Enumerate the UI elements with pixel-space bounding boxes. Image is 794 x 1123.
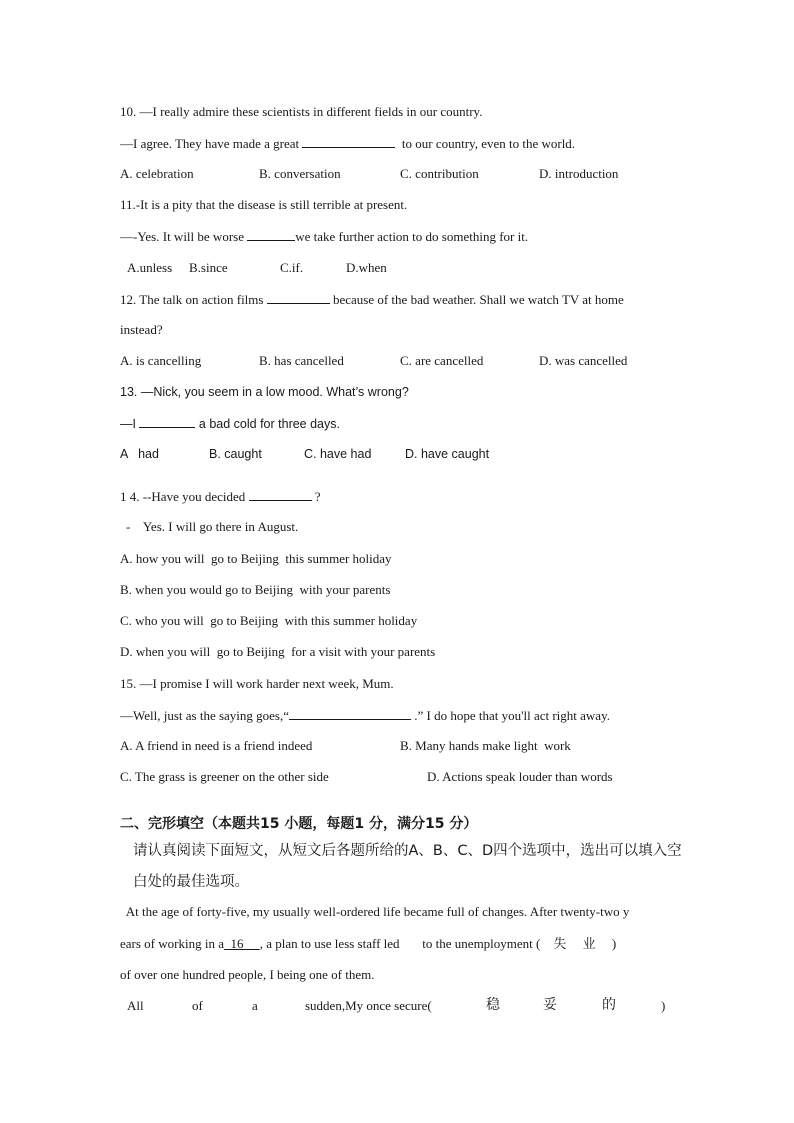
passage-line-2-part-b: , a plan to use less staff led to the unemployment ( 失 业 ): [259, 936, 617, 951]
q14-stem-part-a: 1 4. --Have you decided: [120, 489, 249, 504]
q12-blank[interactable]: [267, 290, 330, 304]
section-instruction-line-2: 白处的最佳选项。: [133, 874, 249, 890]
q11-blank[interactable]: [247, 227, 295, 241]
q12-stem-part-a: 12. The talk on action films: [120, 292, 267, 307]
section-heading: 二、完形填空（本题共15 小题，每题1 分，满分15 分）: [120, 816, 478, 832]
q14-reply: - Yes. I will go there in August.: [126, 519, 299, 534]
q11-reply-part-a: —-Yes. It will be worse: [120, 229, 248, 244]
q14-option-d[interactable]: D. when you will go to Beijing for a visit with your parents: [120, 644, 436, 659]
q11-option-d[interactable]: D.when: [346, 260, 387, 275]
q12-option-d[interactable]: D. was cancelled: [539, 353, 628, 368]
q13-reply-part-b: a bad cold for three days.: [195, 417, 340, 431]
q13-option-a[interactable]: A had: [120, 447, 159, 461]
q15-option-c[interactable]: C. The grass is greener on the other side: [120, 769, 329, 784]
q10-stem: 10. —I really admire these scientists in different fields in our country.: [120, 104, 483, 119]
q10-option-d[interactable]: D. introduction: [539, 166, 619, 181]
q13-reply: [120, 414, 340, 433]
q13-option-d[interactable]: D. have caught: [405, 447, 490, 461]
q14-option-c[interactable]: C. who you will go to Beijing with this summer holiday: [120, 613, 418, 628]
passage-line-4-word-3: a: [252, 998, 258, 1013]
q13-option-b[interactable]: B. caught: [209, 447, 262, 461]
q14-option-a[interactable]: A. how you will go to Beijing this summer holiday: [120, 551, 392, 566]
q10-reply-part-b: to our country, even to the world.: [395, 136, 576, 151]
q12-option-c[interactable]: C. are cancelled: [400, 353, 484, 368]
q14-option-b[interactable]: B. when you would go to Beijing with your parents: [120, 582, 391, 597]
q10-reply-part-a: —I agree. They have made a great: [120, 136, 303, 151]
q13-stem: 13. —Nick, you seem in a low mood. What’s wrong?: [120, 385, 409, 399]
q13-blank[interactable]: [139, 414, 195, 428]
passage-line-4-word-8: ): [661, 998, 666, 1013]
q15-option-d[interactable]: D. Actions speak louder than words: [427, 769, 613, 784]
section-instruction-line-1: 请认真阅读下面短文，从短文后各题所给的A、B、C、D四个选项中，选出可以填入空: [133, 843, 682, 859]
q13-option-c[interactable]: C. have had: [304, 447, 372, 461]
q15-option-b[interactable]: B. Many hands make light work: [400, 738, 571, 753]
passage-line-4-word-5: 稳: [486, 997, 500, 1013]
q11-option-a[interactable]: A.unless: [127, 260, 173, 275]
q15-option-a[interactable]: A. A friend in need is a friend indeed: [120, 738, 313, 753]
q14-stem-part-b: ?: [311, 489, 321, 504]
q15-stem: 15. —I promise I will work harder next week, Mum.: [120, 676, 394, 691]
cloze-blank-16[interactable]: 16: [223, 936, 260, 951]
q10-option-b[interactable]: B. conversation: [259, 166, 341, 181]
q15-reply: [120, 706, 610, 725]
q14-blank[interactable]: [249, 487, 312, 501]
passage-line-2: [120, 935, 616, 953]
passage-line-3: of over one hundred people, I being one of them.: [120, 967, 375, 982]
passage-line-1: At the age of forty-five, my usually well-ordered life became full of changes. After twenty-two y: [120, 904, 630, 919]
q11-option-c[interactable]: C.if.: [280, 260, 304, 275]
passage-line-4-word-1: All: [127, 998, 144, 1013]
passage-line-4-word-6: 妥: [543, 997, 557, 1013]
passage-line-2-part-a: ears of working in a: [120, 936, 224, 951]
passage-line-4-word-4: sudden,My once secure(: [305, 998, 432, 1013]
q14-stem: [120, 487, 321, 506]
passage-line-4-word-2: of: [192, 998, 203, 1013]
q13-reply-part-a: —I: [120, 417, 140, 431]
q10-option-c[interactable]: C. contribution: [400, 166, 479, 181]
q15-blank[interactable]: [289, 706, 411, 720]
passage-line-4-word-7: 的: [602, 997, 616, 1013]
q12-stem-part-b: because of the bad weather. Shall we watch TV at home: [329, 292, 624, 307]
q15-reply-part-a: —Well, just as the saying goes,“: [120, 708, 290, 723]
q10-reply: [120, 134, 575, 153]
q12-option-b[interactable]: B. has cancelled: [259, 353, 344, 368]
q10-blank[interactable]: [302, 134, 395, 148]
q11-stem: 11.-It is a pity that the disease is still terrible at present.: [120, 197, 408, 212]
q11-option-b[interactable]: B.since: [189, 260, 228, 275]
q12-stem: [120, 290, 624, 309]
q11-reply-part-b: we take further action to do something for it.: [295, 229, 529, 244]
q12-stem-continued: instead?: [120, 322, 163, 337]
q15-reply-part-b: .” I do hope that you'll act right away.: [411, 708, 610, 723]
q11-reply: [120, 227, 528, 246]
q10-option-a[interactable]: A. celebration: [120, 166, 194, 181]
q12-option-a[interactable]: A. is cancelling: [120, 353, 202, 368]
